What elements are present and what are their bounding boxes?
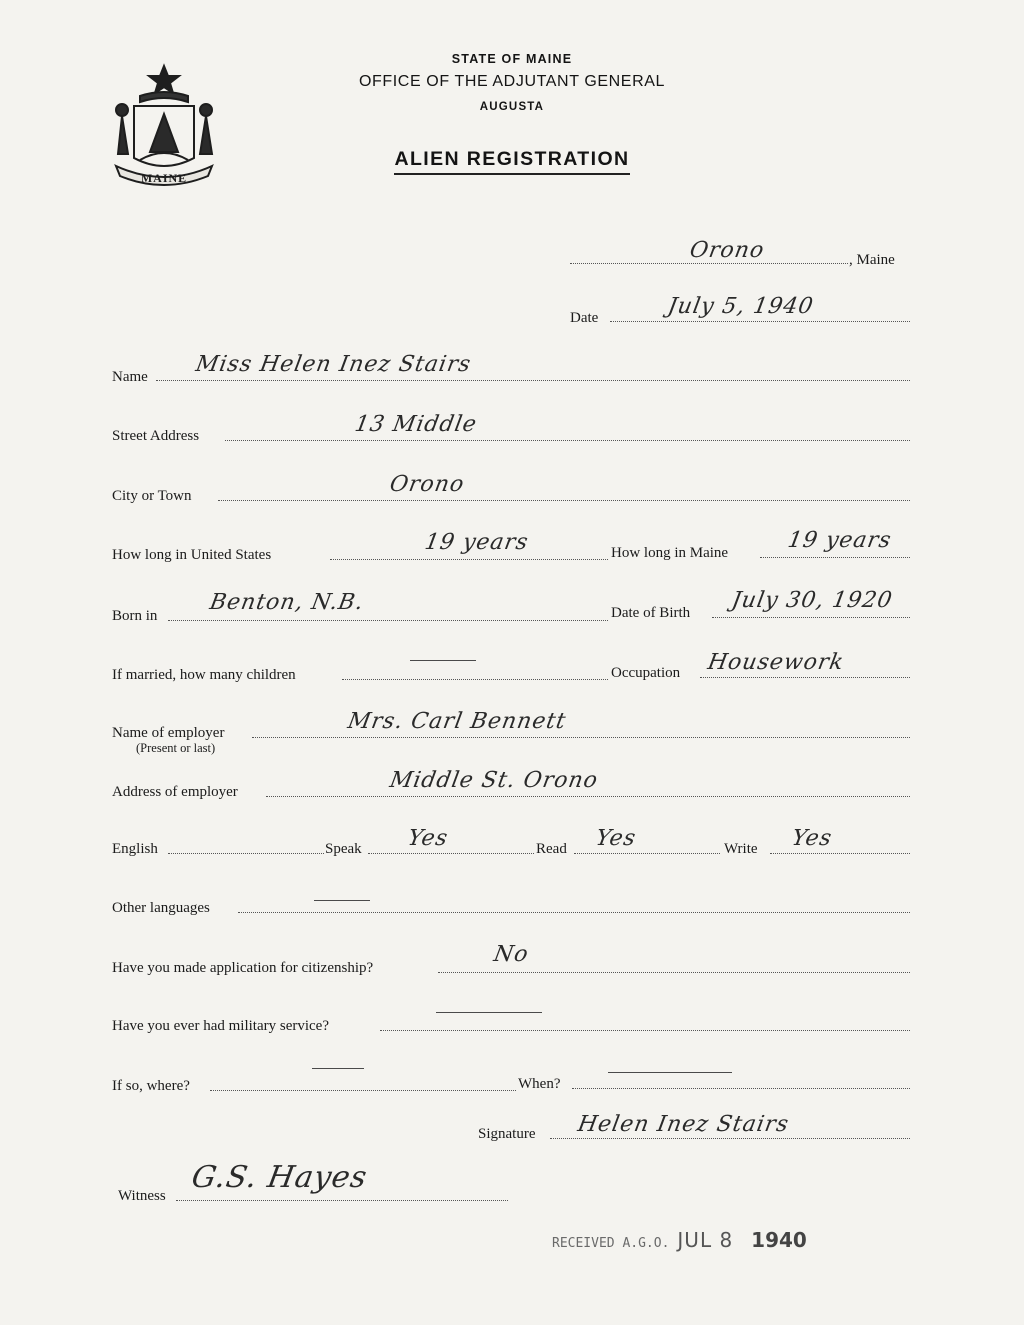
when-label: When? [518,1076,561,1092]
header-state: STATE OF MAINE [451,52,573,66]
date-value: July 5, 1940 [665,294,816,319]
employer-name-line [252,737,910,738]
city-value: Orono [387,472,467,497]
how-long-us-label: How long in United States [112,547,272,563]
born-in-line [168,620,608,621]
english-line [168,853,324,854]
read-line [574,853,720,854]
employer-name-label: Name of employer [112,725,225,741]
employer-address-value: Middle St. Orono [387,768,601,793]
stamp-year: 1940 [751,1228,807,1252]
how-long-maine-line [760,557,910,558]
town-line [570,263,848,264]
witness-label: Witness [118,1188,166,1204]
form-title [0,148,1024,171]
where-dash [312,1068,364,1069]
signature-line [550,1138,910,1139]
english-label: English [112,841,158,857]
military-label: Have you ever had military service? [112,1018,329,1034]
write-label: Write [724,841,758,857]
form-title-text: ALIEN REGISTRATION [394,148,629,175]
how-long-maine-value: 19 years [785,528,894,553]
where-line [210,1090,516,1091]
speak-line [368,853,534,854]
military-dash [436,1012,542,1013]
citizenship-line [438,972,910,973]
date-of-birth-value: July 30, 1920 [729,588,895,613]
married-children-line [342,679,608,680]
occupation-value: Housework [705,650,847,675]
married-children-dash [410,660,476,661]
employer-address-line [266,796,910,797]
when-line [572,1088,910,1089]
read-label: Read [536,841,567,857]
born-in-label: Born in [112,608,158,624]
city-label: City or Town [112,488,192,504]
header-office: OFFICE OF THE ADJUTANT GENERAL [358,73,666,90]
employer-note-label: (Present or last) [136,741,216,755]
occupation-line [700,677,910,678]
received-stamp [552,1228,807,1252]
write-value: Yes [789,826,835,851]
maine-label: , Maine [849,252,895,268]
seal-text: MAINE [140,171,188,185]
date-line [610,321,910,322]
witness-value: G.S. Hayes [188,1160,371,1195]
name-value: Miss Helen Inez Stairs [193,352,474,377]
header-city: AUGUSTA [479,101,545,113]
town-value: Orono [687,238,767,263]
citizenship-label: Have you made application for citizenship? [112,960,374,976]
military-line [380,1030,910,1031]
date-label: Date [570,310,599,326]
street-line [225,440,910,441]
street-label: Street Address [112,428,200,444]
city-line [218,500,910,501]
stamp-date: JUL 8 [677,1228,734,1252]
occupation-label: Occupation [611,665,681,681]
employer-name-value: Mrs. Carl Bennett [345,709,569,734]
stamp-received: RECEIVED A.G.O. [552,1236,670,1251]
speak-value: Yes [405,826,451,851]
how-long-maine-label: How long in Maine [611,545,729,561]
other-languages-line [238,912,910,913]
witness-line [176,1200,508,1201]
date-of-birth-label: Date of Birth [611,605,691,621]
where-label: If so, where? [112,1078,190,1094]
how-long-us-line [330,559,608,560]
date-of-birth-line [712,617,910,618]
name-label: Name [112,369,148,385]
employer-address-label: Address of employer [112,784,238,800]
other-languages-dash [314,900,370,901]
other-languages-label: Other languages [112,900,210,916]
speak-label: Speak [325,841,362,857]
married-children-label: If married, how many children [112,667,296,683]
signature-label: Signature [478,1126,536,1142]
write-line [770,853,910,854]
name-line [156,380,910,381]
born-in-value: Benton, N.B. [207,590,366,615]
street-value: 13 Middle [352,412,479,437]
how-long-us-value: 19 years [422,530,531,555]
read-value: Yes [593,826,639,851]
citizenship-value: No [491,942,531,967]
signature-value: Helen Inez Stairs [575,1112,791,1137]
when-dash [608,1072,732,1073]
